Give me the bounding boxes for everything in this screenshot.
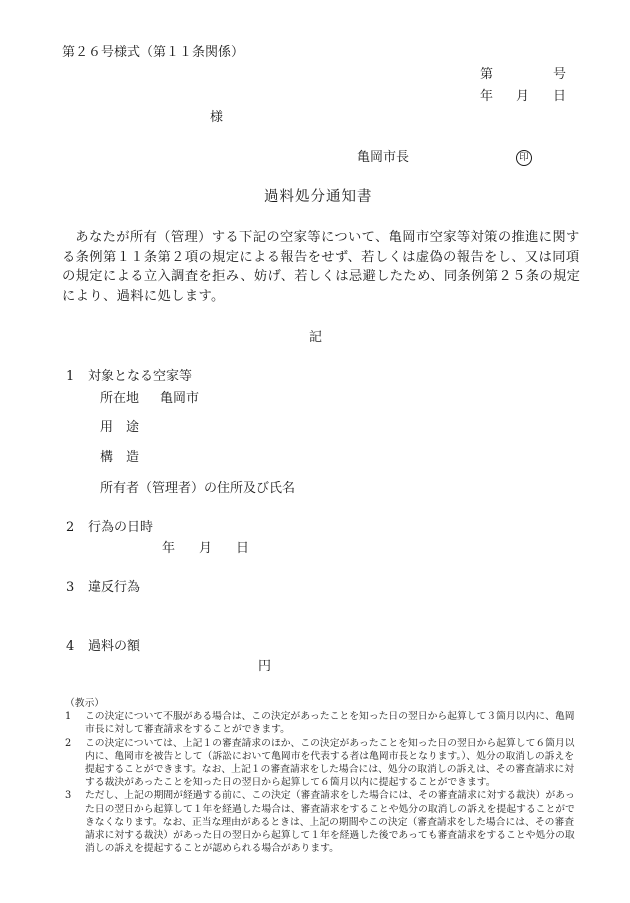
note-item-2 [65,737,575,790]
body-paragraph [62,228,582,306]
instruction-notes [65,697,575,855]
date-month: 月 [516,89,530,104]
form-label: 第２６号様式（第１１条関係） [62,45,245,60]
note-number: 1 [65,711,72,723]
document-title: 過料処分通知書 [264,189,373,205]
section-2-number: 2 [66,520,75,535]
doc-number-suffix: 号 [553,67,567,82]
issuer-seal [516,149,532,166]
notes-heading: （教示） [65,698,105,709]
note-text: ただし、上記の期間が経過する前に、この決定（審査請求をした場合には、その審査請求に対する裁決）があった日の翌日から起算して１年を経過した場合は、審査請求をすることや処分の取消しの訴えを提起することができなくなります。なお、正当な理由があるときは、上記の期間やこの決定（審査請求をした場合には、その審査請求に対する裁決）があった日の翌日から起算して１年を経過した後であっても審査請求をすることや処分の取消しの訴えを提起することが認められる場合があります。 [85,790,575,855]
seal-icon: 印 [516,150,532,166]
action-date-year: 年 [162,541,176,556]
location-label: 所在地 [100,391,140,406]
section-3-number: 3 [66,580,75,595]
section-1-number: 1 [66,369,75,384]
usage-label: 用 途 [100,420,140,435]
note-text: この決定については、上記１の審査請求のほか、この決定があったことを知った日の翌日から起算して６箇月以内に、亀岡市を被告として（訴訟において亀岡市を代表する者は亀岡市長となります。）、処分の取消しの訴えを提起することができます。なお、上記１の審査請求をした場合には、処分の取消しの訴えは、その審査請求に対する裁決があったことを知った日の翌日から起算して６箇月以内に提起することができます。 [85,737,575,789]
action-date-day: 日 [236,541,250,556]
note-number: 3 [65,790,72,802]
owner-label: 所有者（管理者）の住所及び氏名 [100,481,296,496]
section-4-label: 過料の額 [88,639,141,654]
action-date-month: 月 [199,541,213,556]
structure-label: 構 造 [100,450,140,465]
ki-label: 記 [309,330,323,345]
section-3-label: 違反行為 [88,580,141,595]
date-year: 年 [480,89,494,104]
note-number: 2 [65,737,72,749]
note-item-3 [65,789,575,855]
section-2-label: 行為の日時 [88,520,154,535]
note-text: この決定について不服がある場合は、この決定があったことを知った日の翌日から起算して３箇月以内に、亀岡市長に対して審査請求をすることができます。 [85,711,575,736]
addressee-suffix: 様 [210,110,224,125]
note-item-1 [65,710,575,736]
issuer-title: 亀岡市長 [357,150,410,165]
section-4-number: 4 [66,639,75,654]
section-1-label: 対象となる空家等 [88,369,193,384]
date-day: 日 [553,89,567,104]
fine-amount-unit: 円 [258,659,272,674]
doc-number-prefix: 第 [480,67,494,82]
location-value: 亀岡市 [160,391,200,406]
body-text: あなたが所有（管理）する下記の空家等について、亀岡市空家等対策の推進に関する条例第１１条第２項の規定による報告をせず、若しくは虚偽の報告をし、又は同項の規定による立入調査を拒み、妨げ、若しくは忌避したため、同条例第２５条の規定により、過料に処します。 [62,230,581,304]
